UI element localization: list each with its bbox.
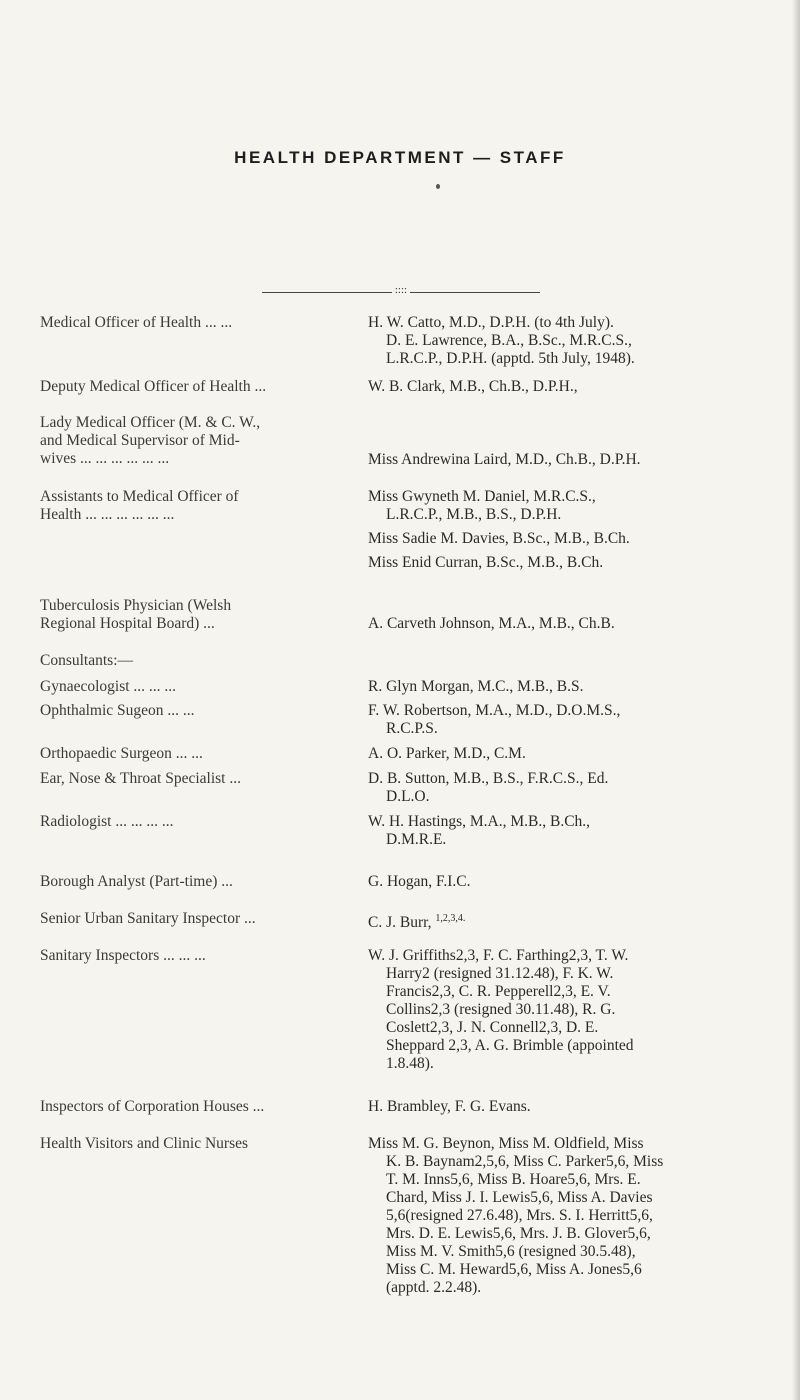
person-line: Chard, Miss J. I. Lewis5,6, Miss A. Davies (386, 1189, 653, 1206)
role-orthopaedic (40, 745, 340, 763)
person-assistants (368, 488, 768, 572)
role-ent-specialist (40, 770, 340, 788)
person-deputy (368, 378, 768, 396)
person-line: W. J. Griffiths2,3, F. C. Farthing2,3, T. W. (368, 947, 629, 964)
person-line: H. Brambley, F. G. Evans. (368, 1098, 531, 1115)
person-line: Coslett2,3, J. N. Connell2,3, D. E. (386, 1019, 599, 1036)
person-line: R.C.P.S. (386, 720, 438, 737)
divider-left (262, 292, 392, 293)
person-ophthalmic (368, 702, 768, 738)
person-line: Miss Sadie M. Davies, B.Sc., M.B., B.Ch. (368, 530, 630, 547)
role-medical-officer: Medical Officer of Health ... ... (40, 314, 233, 331)
role-gynaecologist (40, 678, 340, 696)
role-tuberculosis-physician (40, 597, 340, 633)
person-line: A. O. Parker, M.D., C.M. (368, 745, 526, 762)
role-line: Assistants to Medical Officer of (40, 488, 239, 505)
person-line: 5,6(resigned 27.6.48), Mrs. S. I. Herritt5,6, (386, 1207, 653, 1224)
role-assistants (40, 488, 340, 524)
role-label: Ophthalmic Sugeon ... ... (40, 702, 195, 719)
role-label: Orthopaedic Surgeon ... ... (40, 745, 203, 762)
person-line: T. M. Inns5,6, Miss B. Hoare5,6, Mrs. E. (386, 1171, 641, 1188)
person-line: Sheppard 2,3, A. G. Brimble (appointed (386, 1037, 634, 1054)
person-line: R. Glyn Morgan, M.C., M.B., B.S. (368, 678, 584, 695)
person-gynaecologist (368, 678, 768, 696)
person-line: (apptd. 2.2.48). (386, 1279, 482, 1296)
person-medical-officer (368, 314, 768, 368)
person-line: L.R.C.P., M.B., B.S., D.P.H. (386, 506, 562, 523)
person-line: F. W. Robertson, M.A., M.D., D.O.M.S., (368, 702, 621, 719)
person-analyst (368, 873, 768, 891)
role-line: Health ... ... ... ... ... ... (40, 506, 175, 523)
role-ophthalmic (40, 702, 340, 720)
person-line: Francis2,3, C. R. Pepperell2,3, E. V. (386, 983, 611, 1000)
role-lady-medical-officer (40, 414, 340, 468)
role-line: wives ... ... ... ... ... ... (40, 450, 170, 467)
person-health-visitors (368, 1135, 768, 1297)
person-line: K. B. Baynam2,5,6, Miss C. Parker5,6, Miss (386, 1153, 664, 1170)
person-line: D.M.R.E. (386, 831, 447, 848)
person-line: W. H. Hastings, M.A., M.B., B.Ch., (368, 813, 591, 830)
person-senior-inspector (368, 910, 768, 932)
role-deputy-medical-officer: Deputy Medical Officer of Health ... (40, 378, 267, 395)
person-sanitary-inspectors (368, 947, 768, 1073)
role-borough-analyst: Borough Analyst (Part-time) ... (40, 873, 233, 890)
divider-right (410, 292, 540, 293)
role-sanitary-inspectors: Sanitary Inspectors ... ... ... (40, 947, 206, 964)
person-line: Miss Andrewina Laird, M.D., Ch.B., D.P.H. (368, 451, 641, 468)
role-label: Gynaecologist ... ... ... (40, 678, 177, 695)
person-line: D.L.O. (386, 788, 430, 805)
person-corporation-inspectors (368, 1098, 768, 1116)
role-health-visitors: Health Visitors and Clinic Nurses (40, 1135, 249, 1152)
person-line: W. B. Clark, M.B., Ch.B., D.P.H., (368, 378, 578, 395)
person-line: L.R.C.P., D.P.H. (apptd. 5th July, 1948). (386, 350, 635, 367)
person-line: Miss Enid Curran, B.Sc., M.B., B.Ch. (368, 554, 604, 571)
person-line: Harry2 (resigned 31.12.48), F. K. W. (386, 965, 614, 982)
person-line: Mrs. D. E. Lewis5,6, Mrs. J. B. Glover5,6, (386, 1225, 651, 1242)
person-line: Miss Gwyneth M. Daniel, M.R.C.S., (368, 488, 596, 505)
person-orthopaedic (368, 745, 768, 763)
role-radiologist (40, 813, 340, 831)
person-line: C. J. Burr, (368, 914, 436, 932)
role-label: Ear, Nose & Throat Specialist ... (40, 770, 241, 787)
person-line: D. E. Lawrence, B.A., B.Sc., M.R.C.S., (386, 332, 632, 349)
person-tuberculosis (368, 615, 768, 633)
ink-dot (436, 184, 440, 189)
role-senior-sanitary-inspector: Senior Urban Sanitary Inspector ... (40, 910, 256, 927)
person-line: Miss C. M. Heward5,6, Miss A. Jones5,6 (386, 1261, 642, 1278)
footnote-refs: 1,2,3,4. (435, 913, 466, 924)
role-line: Lady Medical Officer (M. & C. W., (40, 414, 261, 431)
role-corporation-houses-inspectors: Inspectors of Corporation Houses ... (40, 1098, 265, 1115)
person-line: 1.8.48). (386, 1055, 434, 1072)
person-line: Miss M. G. Beynon, Miss M. Oldfield, Miss (368, 1135, 644, 1152)
consultants-heading: Consultants:— (40, 652, 134, 669)
divider-ornament: :::: (394, 284, 408, 296)
person-line: Miss M. V. Smith5,6 (resigned 30.5.48), (386, 1243, 636, 1260)
person-line: A. Carveth Johnson, M.A., M.B., Ch.B. (368, 615, 615, 632)
role-line: Regional Hospital Board) ... (40, 615, 215, 632)
person-line: H. W. Catto, M.D., D.P.H. (to 4th July). (368, 314, 614, 331)
page-edge-shadow (792, 0, 800, 1400)
role-label: Radiologist ... ... ... ... (40, 813, 174, 830)
person-radiologist (368, 813, 768, 849)
person-ent (368, 770, 768, 806)
person-lady (368, 451, 768, 469)
role-line: Tuberculosis Physician (Welsh (40, 597, 232, 614)
role-line: and Medical Supervisor of Mid- (40, 432, 240, 449)
page-title: HEALTH DEPARTMENT — STAFF (234, 148, 566, 167)
person-line: G. Hogan, F.I.C. (368, 873, 471, 890)
person-line: Collins2,3 (resigned 30.11.48), R. G. (386, 1001, 616, 1018)
person-line: D. B. Sutton, M.B., B.S., F.R.C.S., Ed. (368, 770, 609, 787)
